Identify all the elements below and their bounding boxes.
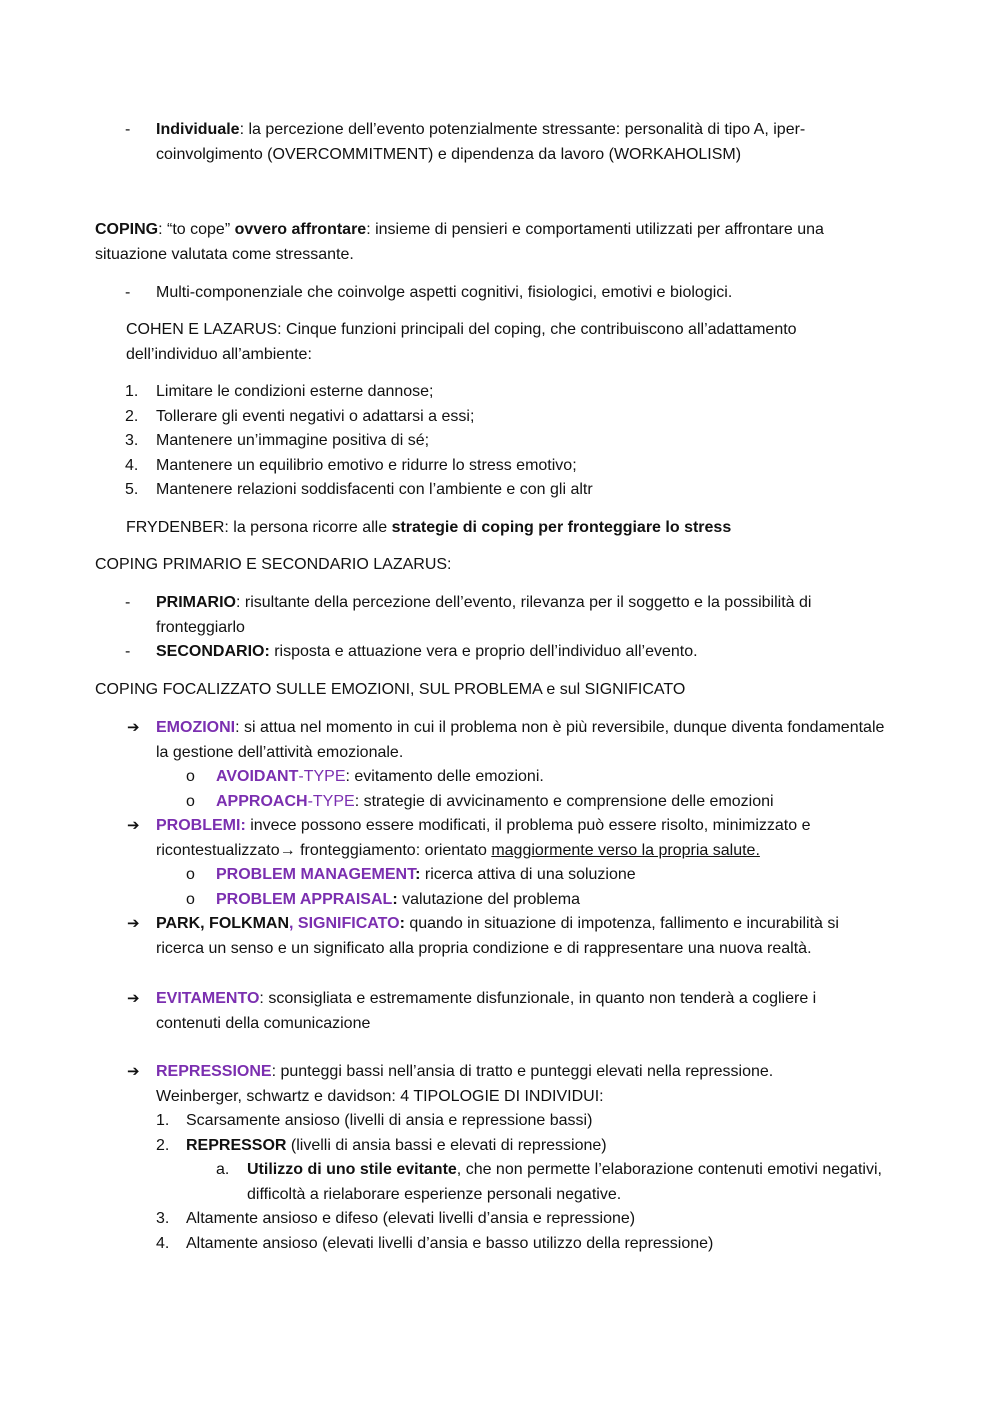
problemi-term: PROBLEMI: xyxy=(156,817,246,834)
arrow-bullet-icon: ➔ xyxy=(127,817,140,834)
cohen-list xyxy=(95,380,885,503)
park-colon: : xyxy=(399,915,405,932)
pm-term: PROBLEM MANAGEMENT xyxy=(216,866,416,883)
arrow-item-significato xyxy=(95,912,885,961)
inline-arrow-icon: → xyxy=(279,841,296,859)
list-item xyxy=(95,380,885,405)
list-number: 3. xyxy=(125,432,139,449)
arrow-bullet-icon: ➔ xyxy=(127,719,140,736)
dash-marker: - xyxy=(125,594,131,611)
tipologia-item xyxy=(95,1109,885,1134)
primario-term: PRIMARIO xyxy=(156,594,236,611)
weinberger-line: Weinberger, schwartz e davidson: 4 TIPOLOGIE DI INDIVIDUI: xyxy=(156,1087,604,1105)
sub-item-approach xyxy=(95,790,885,815)
list-number: 2. xyxy=(156,1136,170,1154)
approach-text: : strategie di avvicinamento e comprensione delle emozioni xyxy=(354,792,774,810)
dash-marker: - xyxy=(125,643,131,660)
list-item xyxy=(95,405,885,430)
list-item xyxy=(95,454,885,479)
sub-item-problem-appraisal xyxy=(95,888,885,913)
evitamento-term: EVITAMENTO xyxy=(156,990,260,1007)
repressor-term: REPRESSOR xyxy=(186,1136,287,1154)
park-text: quando in situazione di impotenza, fallimento e incurabilità si ricerca un senso e un significato alla propria condizione e di rappresentare una nuova realtà. xyxy=(156,915,839,957)
list-number: 3. xyxy=(156,1210,170,1227)
stile-evitante-term: Utilizzo di uno stile evitante xyxy=(247,1161,457,1178)
list-item xyxy=(95,478,885,503)
list-item-text: Mantenere un equilibrio emotivo e ridurre lo stress emotivo; xyxy=(156,456,577,474)
focalizzato-list xyxy=(95,716,885,961)
park-significato: , SIGNIFICATO xyxy=(289,915,400,932)
list-number: 4. xyxy=(125,456,139,474)
dash-marker: - xyxy=(125,121,131,138)
problemi-underline: maggiormente verso la propria salute. xyxy=(491,841,760,859)
list-item-text: Limitare le condizioni esterne dannose; xyxy=(156,383,434,400)
tipologia-text: Altamente ansioso (elevati livelli d’ansia e basso utilizzo della repressione) xyxy=(186,1234,714,1252)
park-term: PARK, FOLKMAN xyxy=(156,915,290,932)
cohen-intro-text: COHEN E LAZARUS: Cinque funzioni principali del coping, che contribuiscono all’adattamento dell’individuo all’ambiente: xyxy=(126,321,797,363)
emozioni-text: : si attua nel momento in cui il problema non è più reversibile, dunque diventa fondamentale la gestione dell’attività emozionale. xyxy=(156,719,885,761)
sub-item-avoidant xyxy=(95,765,885,790)
pa-colon: : xyxy=(392,890,398,908)
cohen-intro xyxy=(126,318,846,367)
bullet-individuale xyxy=(95,118,885,167)
coping-text1: : “to cope” xyxy=(158,221,235,238)
repressione-block xyxy=(95,1060,885,1256)
pm-colon: : xyxy=(415,866,421,883)
problemi-text2: fronteggiamento: orientato xyxy=(295,841,492,859)
coping-paragraph xyxy=(95,218,885,267)
sub-item-problem-management xyxy=(95,863,885,888)
list-item-text: Mantenere un’immagine positiva di sé; xyxy=(156,432,430,449)
problemi-text1: invece possono essere modificati, il problema può essere risolto, minimizzato e ricontestualizzato xyxy=(156,817,811,859)
list-number: 5. xyxy=(125,481,139,498)
tipologia-subitem xyxy=(95,1158,885,1207)
tipologia-text: Altamente ansioso e difeso (elevati livelli d’ansia e repressione) xyxy=(186,1210,636,1227)
coping-definition xyxy=(95,218,885,267)
bullet-multi xyxy=(95,281,885,306)
primario-secondario-list xyxy=(95,591,885,665)
circle-bullet-icon: o xyxy=(186,792,195,810)
avoidant-suffix: -TYPE xyxy=(298,768,346,785)
multi-section xyxy=(95,281,885,306)
bullet-secondario xyxy=(95,640,885,665)
list-item-text: Mantenere relazioni soddisfacenti con l’ambiente e con gli altr xyxy=(156,481,593,498)
coping-text2: : insieme di pensieri e comportamenti utilizzati per affrontare una situazione valutata come stressante. xyxy=(95,221,824,263)
tipologia-text: (livelli di ansia bassi e elevati di repressione) xyxy=(286,1136,607,1154)
arrow-item-repressione xyxy=(95,1060,885,1085)
section-title: COPING PRIMARIO E SECONDARIO LAZARUS: xyxy=(95,556,452,573)
multi-text: Multi-componenziale che coinvolge aspetti cognitivi, fisiologici, emotivi e biologici. xyxy=(156,284,733,301)
tipologia-item xyxy=(95,1232,885,1257)
stile-evitante-text: , che non permette l’elaborazione contenuti emotivi negativi, difficoltà a rielaborare esperienze personali negative. xyxy=(247,1161,882,1203)
emozioni-term: EMOZIONI xyxy=(156,719,236,736)
individuale-section xyxy=(95,118,885,167)
tipologia-item xyxy=(95,1134,885,1159)
secondario-text: risposta e attuazione vera e proprio dell’individuo all’evento. xyxy=(269,643,698,660)
secondario-term: SECONDARIO: xyxy=(156,643,270,660)
bullet-primario xyxy=(95,591,885,640)
arrow-bullet-icon: ➔ xyxy=(127,1063,140,1080)
pa-term: PROBLEM APPRAISAL xyxy=(216,890,393,908)
section-title: COPING FOCALIZZATO SULLE EMOZIONI, SUL PROBLEMA e sul SIGNIFICATO xyxy=(95,681,686,698)
avoidant-term: AVOIDANT xyxy=(216,768,299,785)
evitamento-text: : sconsigliata e estremamente disfunzionale, in quanto non tenderà a cogliere i contenuti della comunicazione xyxy=(156,990,817,1032)
arrow-item-problemi xyxy=(95,814,885,863)
circle-bullet-icon: o xyxy=(186,866,195,883)
circle-bullet-icon: o xyxy=(186,768,195,785)
list-number: 1. xyxy=(156,1112,170,1129)
list-number: 2. xyxy=(125,407,139,425)
arrow-item-evitamento xyxy=(95,987,885,1036)
primario-text: : risultante della percezione dell’evento, rilevanza per il soggetto e la possibilità di fronteggiarlo xyxy=(156,594,812,636)
circle-bullet-icon: o xyxy=(186,890,195,908)
pm-text: ricerca attiva di una soluzione xyxy=(420,866,636,883)
dash-marker: - xyxy=(125,284,131,301)
list-number: 4. xyxy=(156,1234,170,1252)
tipologia-text: Scarsamente ansioso (livelli di ansia e repressione bassi) xyxy=(186,1112,593,1129)
evitamento-block xyxy=(95,987,885,1036)
list-item-text: Tollerare gli eventi negativi o adattarsi a essi; xyxy=(156,407,475,425)
tipologia-item xyxy=(95,1207,885,1232)
focalizzato-title xyxy=(95,678,885,703)
individuale-text: : la percezione dell’evento potenzialmente stressante: personalità di tipo A, iper-coinvolgimento (OVERCOMMITMENT) e dipendenza da lavoro (WORKAHOLISM) xyxy=(156,121,806,163)
frydenber-bold: strategie di coping per fronteggiare lo stress xyxy=(391,519,732,536)
repressione-term: REPRESSIONE xyxy=(156,1063,272,1080)
list-number: 1. xyxy=(125,383,139,400)
approach-term: APPROACH xyxy=(216,792,308,810)
avoidant-text: : evitamento delle emozioni. xyxy=(345,768,544,785)
approach-suffix: -TYPE xyxy=(307,792,355,810)
arrow-bullet-icon: ➔ xyxy=(127,915,140,932)
frydenber-paragraph xyxy=(126,516,866,541)
frydenber-text: FRYDENBER: la persona ricorre alle xyxy=(126,519,392,536)
repressione-text: : punteggi bassi nell’ansia di tratto e punteggi elevati nella repressione. xyxy=(271,1063,774,1080)
pa-text: valutazione del problema xyxy=(397,890,580,908)
arrow-bullet-icon: ➔ xyxy=(127,990,140,1007)
arrow-item-emozioni xyxy=(95,716,885,765)
list-letter: a. xyxy=(216,1161,230,1178)
coping-bold: ovvero affrontare xyxy=(234,221,367,238)
coping-term: COPING xyxy=(95,221,159,238)
list-item xyxy=(95,429,885,454)
individuale-term: Individuale xyxy=(156,121,240,138)
primario-secondario-title xyxy=(95,553,885,578)
